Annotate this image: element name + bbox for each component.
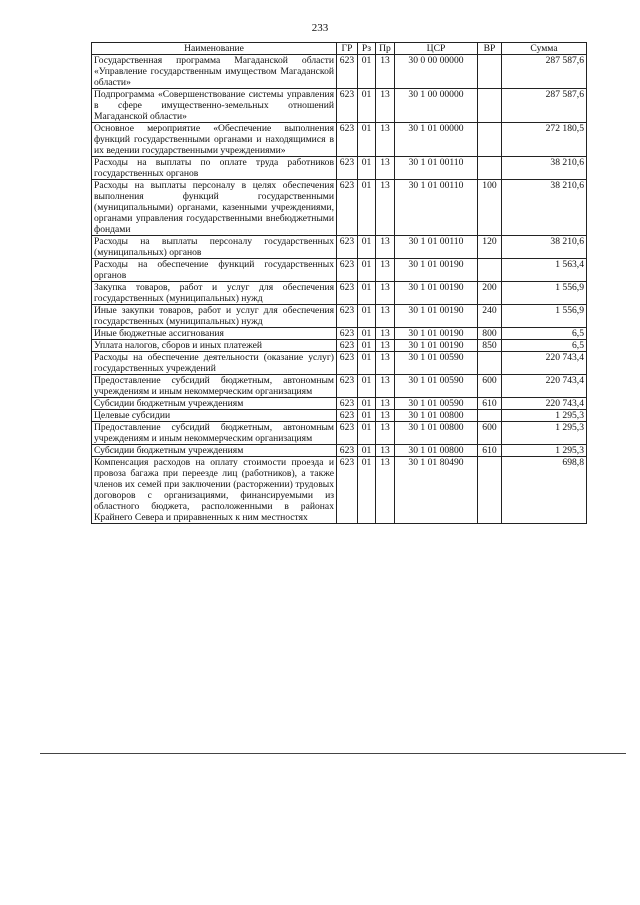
row-vr: 120 <box>478 236 502 259</box>
row-name: Иные бюджетные ассигнования <box>92 328 337 340</box>
row-pr: 13 <box>376 457 395 524</box>
row-csr: 30 1 01 80490 <box>395 457 478 524</box>
row-name: Целевые субсидии <box>92 410 337 422</box>
row-vr <box>478 89 502 123</box>
row-gr: 623 <box>337 305 358 328</box>
row-sum: 220 743,4 <box>502 398 587 410</box>
row-sum: 6,5 <box>502 340 587 352</box>
row-pr: 13 <box>376 236 395 259</box>
row-rz: 01 <box>358 352 376 375</box>
row-name: Расходы на обеспечение деятельности (оказание услуг) государственных учреждений <box>92 352 337 375</box>
row-csr: 30 1 01 00110 <box>395 236 478 259</box>
header-name: Наименование <box>92 43 337 55</box>
row-name: Предоставление субсидий бюджетным, автономным учреждениям и иным некоммерческим организациям <box>92 422 337 445</box>
page-number: 233 <box>311 22 329 34</box>
row-sum: 1 556,9 <box>502 282 587 305</box>
row-vr: 600 <box>478 422 502 445</box>
row-vr: 100 <box>478 180 502 236</box>
row-sum: 38 210,6 <box>502 180 587 236</box>
row-gr: 623 <box>337 89 358 123</box>
table-row <box>92 445 587 457</box>
header-pr: Пр <box>376 43 395 55</box>
row-pr: 13 <box>376 445 395 457</box>
header-rz: Рз <box>358 43 376 55</box>
row-rz: 01 <box>358 445 376 457</box>
row-vr <box>478 352 502 375</box>
row-rz: 01 <box>358 282 376 305</box>
row-gr: 623 <box>337 352 358 375</box>
table-row <box>92 180 587 236</box>
row-sum: 220 743,4 <box>502 352 587 375</box>
table-row <box>92 457 587 524</box>
row-gr: 623 <box>337 328 358 340</box>
row-rz: 01 <box>358 157 376 180</box>
row-vr <box>478 410 502 422</box>
row-rz: 01 <box>358 375 376 398</box>
table-row <box>92 55 587 89</box>
row-csr: 30 1 01 00800 <box>395 422 478 445</box>
row-pr: 13 <box>376 123 395 157</box>
row-rz: 01 <box>358 457 376 524</box>
row-name: Расходы на выплаты по оплате труда работников государственных органов <box>92 157 337 180</box>
row-csr: 30 1 01 00590 <box>395 352 478 375</box>
row-sum: 220 743,4 <box>502 375 587 398</box>
row-gr: 623 <box>337 410 358 422</box>
row-name: Расходы на обеспечение функций государственных органов <box>92 259 337 282</box>
row-rz: 01 <box>358 398 376 410</box>
row-csr: 30 0 00 00000 <box>395 55 478 89</box>
table-row <box>92 340 587 352</box>
table-row <box>92 123 587 157</box>
row-csr: 30 1 01 00800 <box>395 410 478 422</box>
row-gr: 623 <box>337 259 358 282</box>
row-name: Субсидии бюджетным учреждениям <box>92 398 337 410</box>
row-pr: 13 <box>376 328 395 340</box>
table-row <box>92 89 587 123</box>
table-body <box>92 55 587 524</box>
row-gr: 623 <box>337 282 358 305</box>
row-rz: 01 <box>358 236 376 259</box>
table-row <box>92 352 587 375</box>
row-vr: 800 <box>478 328 502 340</box>
row-sum: 38 210,6 <box>502 157 587 180</box>
row-vr <box>478 157 502 180</box>
table-row <box>92 375 587 398</box>
budget-table <box>91 42 587 524</box>
row-gr: 623 <box>337 445 358 457</box>
row-pr: 13 <box>376 352 395 375</box>
row-csr: 30 1 01 00590 <box>395 398 478 410</box>
table-row <box>92 410 587 422</box>
row-pr: 13 <box>376 410 395 422</box>
row-sum: 1 295,3 <box>502 410 587 422</box>
row-rz: 01 <box>358 410 376 422</box>
row-rz: 01 <box>358 180 376 236</box>
row-gr: 623 <box>337 236 358 259</box>
row-sum: 38 210,6 <box>502 236 587 259</box>
row-rz: 01 <box>358 259 376 282</box>
page-divider <box>40 753 626 754</box>
row-name: Предоставление субсидий бюджетным, автономным учреждениям и иным некоммерческим организациям <box>92 375 337 398</box>
row-rz: 01 <box>358 305 376 328</box>
row-name: Субсидии бюджетным учреждениям <box>92 445 337 457</box>
row-name: Подпрограмма «Совершенствование системы управления в сфере имущественно-земельных отношений Магаданской области» <box>92 89 337 123</box>
row-vr: 610 <box>478 398 502 410</box>
row-vr <box>478 123 502 157</box>
row-vr: 600 <box>478 375 502 398</box>
header-sum: Сумма <box>502 43 587 55</box>
row-gr: 623 <box>337 398 358 410</box>
row-rz: 01 <box>358 340 376 352</box>
row-sum: 6,5 <box>502 328 587 340</box>
row-vr: 850 <box>478 340 502 352</box>
row-pr: 13 <box>376 55 395 89</box>
table-row <box>92 236 587 259</box>
row-name: Иные закупки товаров, работ и услуг для обеспечения государственных (муниципальных) нужд <box>92 305 337 328</box>
row-vr: 200 <box>478 282 502 305</box>
row-csr: 30 1 01 00190 <box>395 328 478 340</box>
row-gr: 623 <box>337 457 358 524</box>
row-rz: 01 <box>358 422 376 445</box>
row-pr: 13 <box>376 375 395 398</box>
row-csr: 30 1 01 00190 <box>395 340 478 352</box>
row-sum: 1 563,4 <box>502 259 587 282</box>
row-name: Государственная программа Магаданской области «Управление государственным имуществом Магаданской области» <box>92 55 337 89</box>
row-gr: 623 <box>337 157 358 180</box>
row-gr: 623 <box>337 180 358 236</box>
row-gr: 623 <box>337 55 358 89</box>
row-csr: 30 1 01 00800 <box>395 445 478 457</box>
row-csr: 30 1 01 00190 <box>395 259 478 282</box>
header-vr: ВР <box>478 43 502 55</box>
row-pr: 13 <box>376 422 395 445</box>
row-pr: 13 <box>376 259 395 282</box>
row-sum: 287 587,6 <box>502 89 587 123</box>
row-gr: 623 <box>337 422 358 445</box>
row-sum: 1 295,3 <box>502 445 587 457</box>
row-csr: 30 1 01 00110 <box>395 157 478 180</box>
row-sum: 272 180,5 <box>502 123 587 157</box>
row-name: Расходы на выплаты персоналу государственных (муниципальных) органов <box>92 236 337 259</box>
row-gr: 623 <box>337 375 358 398</box>
row-name: Основное мероприятие «Обеспечение выполнения функций государственными органами и находящимися в их ведении государственными учреждениями» <box>92 123 337 157</box>
row-sum: 698,8 <box>502 457 587 524</box>
row-pr: 13 <box>376 282 395 305</box>
header-gr: ГР <box>337 43 358 55</box>
row-csr: 30 1 00 00000 <box>395 89 478 123</box>
row-sum: 1 556,9 <box>502 305 587 328</box>
row-vr: 240 <box>478 305 502 328</box>
row-rz: 01 <box>358 328 376 340</box>
table-row <box>92 282 587 305</box>
row-sum: 1 295,3 <box>502 422 587 445</box>
row-pr: 13 <box>376 398 395 410</box>
row-vr: 610 <box>478 445 502 457</box>
row-name: Уплата налогов, сборов и иных платежей <box>92 340 337 352</box>
row-pr: 13 <box>376 157 395 180</box>
row-rz: 01 <box>358 55 376 89</box>
row-csr: 30 1 01 00190 <box>395 282 478 305</box>
row-csr: 30 1 01 00000 <box>395 123 478 157</box>
table-row <box>92 305 587 328</box>
row-pr: 13 <box>376 180 395 236</box>
row-pr: 13 <box>376 305 395 328</box>
row-rz: 01 <box>358 89 376 123</box>
row-name: Закупка товаров, работ и услуг для обеспечения государственных (муниципальных) нужд <box>92 282 337 305</box>
row-vr <box>478 55 502 89</box>
row-pr: 13 <box>376 340 395 352</box>
row-csr: 30 1 01 00110 <box>395 180 478 236</box>
row-rz: 01 <box>358 123 376 157</box>
row-csr: 30 1 01 00190 <box>395 305 478 328</box>
table-header-row <box>92 43 587 55</box>
header-csr: ЦСР <box>395 43 478 55</box>
table-row <box>92 157 587 180</box>
row-gr: 623 <box>337 340 358 352</box>
table-row <box>92 398 587 410</box>
row-name: Расходы на выплаты персоналу в целях обеспечения выполнения функций государственными (муниципальными) органами, казенными учреждениями, органами управления государственными внебюджетными фондами <box>92 180 337 236</box>
table-row <box>92 422 587 445</box>
row-sum: 287 587,6 <box>502 55 587 89</box>
row-csr: 30 1 01 00590 <box>395 375 478 398</box>
row-vr <box>478 457 502 524</box>
row-pr: 13 <box>376 89 395 123</box>
row-name: Компенсация расходов на оплату стоимости проезда и провоза багажа при переезде лиц (работников), а также членов их семей при заключении (расторжении) трудовых договоров с организациями, финансируемыми из областного бюджета, расположенными в районах Крайнего Севера и приравненных к ним местностях <box>92 457 337 524</box>
row-vr <box>478 259 502 282</box>
table-row <box>92 328 587 340</box>
table-row <box>92 259 587 282</box>
row-gr: 623 <box>337 123 358 157</box>
